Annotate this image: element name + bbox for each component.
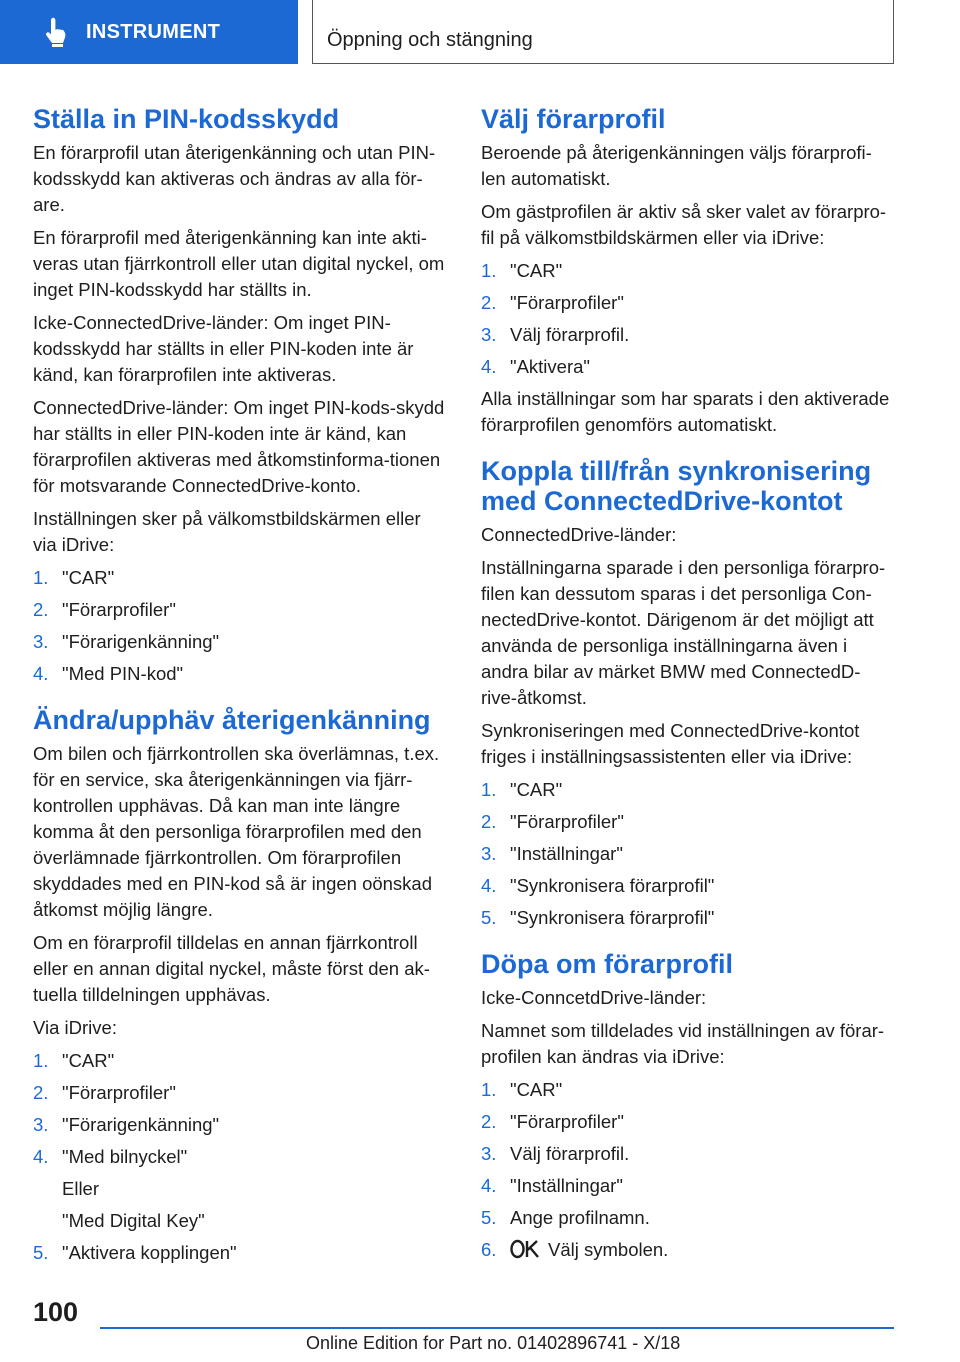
step-list — [481, 777, 896, 931]
list-item — [481, 1237, 896, 1263]
paragraph: Icke-ConnectedDrive-länder: Om inget PIN-kodsskydd har ställts in eller PIN-koden inte är känd, kan förarprofilen inte aktiveras. — [33, 312, 414, 385]
step-text: "Inställningar" — [510, 1175, 623, 1196]
list-item — [481, 777, 896, 803]
list-item — [481, 354, 896, 380]
heading-rename-profile: Döpa om förarprofil — [481, 949, 734, 979]
list-item — [481, 873, 896, 899]
step-number: 2. — [481, 292, 497, 313]
step-text: "Förarigenkänning" — [62, 631, 220, 652]
paragraph: Om bilen och fjärrkontrollen ska överlämnas, t.ex. för en service, ska återigenkänningen via fjärr-kontrollen upphävas. Då kan man inte längre komma åt den personliga förarprofilen med den överlämnade fjärrkontrollen. Om förarprofilen skyddades med en PIN-kod så är ingen oönskad åtkomst möjlig längre. — [33, 743, 440, 920]
step-text: "Förarigenkänning" — [62, 1114, 220, 1135]
ok-icon — [510, 1239, 540, 1259]
heading-pin-protection: Ställa in PIN-kodsskydd — [33, 104, 340, 134]
step-text: Välj symbolen. — [548, 1239, 669, 1260]
step-number: 4. — [481, 875, 497, 896]
step-number: 1. — [33, 1050, 49, 1071]
paragraph: Alla inställningar som har sparats i den aktiverade förarprofilen genomförs automatiskt. — [481, 388, 890, 435]
step-number: 1. — [481, 1079, 497, 1100]
footer-divider — [100, 1327, 894, 1329]
step-text: "Med bilnyckel" — [62, 1146, 188, 1167]
list-item — [481, 841, 896, 867]
step-text: "Förarprofiler" — [62, 599, 176, 620]
step-text: "Inställningar" — [510, 843, 623, 864]
heading-change-recognition: Ändra/upphäv återigenkänning — [33, 705, 431, 735]
paragraph: Inställningen sker på välkomstbildskärmen eller via iDrive: — [33, 508, 421, 555]
paragraph: Beroende på återigenkänningen väljs förarprofi-len automatiskt. — [481, 142, 872, 189]
section-title: Öppning och stängning — [327, 29, 533, 51]
list-item — [481, 905, 896, 931]
paragraph: ConnectedDrive-länder: — [481, 524, 677, 545]
paragraph: Icke-ConncetdDrive-länder: — [481, 987, 707, 1008]
list-item — [481, 1173, 896, 1199]
step-text: "Synkronisera förarprofil" — [510, 907, 715, 928]
step-number: 2. — [481, 1111, 497, 1132]
step-number: 5. — [481, 1207, 497, 1228]
step-text: "Förarprofiler" — [62, 1082, 176, 1103]
header-section — [312, 0, 894, 64]
step-text: "CAR" — [510, 260, 563, 281]
list-item — [33, 597, 448, 623]
list-item — [33, 1112, 448, 1138]
step-text: "Aktivera" — [510, 356, 590, 377]
step-number: 3. — [33, 1114, 49, 1135]
step-number: 3. — [33, 631, 49, 652]
step-number: 3. — [481, 324, 497, 345]
paragraph: Om en förarprofil tilldelas en annan fjärrkontroll eller en annan digital nyckel, måste först den ak-tuella tilldelningen upphävas. — [33, 932, 430, 1005]
list-item — [33, 629, 448, 655]
list-item — [481, 1077, 896, 1103]
page-number: 100 — [33, 1297, 79, 1327]
list-item — [481, 1109, 896, 1135]
step-number: 4. — [481, 356, 497, 377]
paragraph: Om gästprofilen är aktiv så sker valet av förarpro-fil på välkomstbildskärmen eller via iDrive: — [481, 201, 887, 248]
list-item — [33, 565, 448, 591]
paragraph: Inställningarna sparade i den personliga förarpro-filen kan dessutom sparas i det personliga Con-nectedDrive-kontot. Därigenom är det möjligt att använda de personliga inställningarna även i andra bilar av märket BMW med ConnectedD-rive-åtkomst. — [481, 557, 886, 708]
touch-hand-icon — [40, 17, 70, 47]
list-item — [33, 661, 448, 687]
step-list — [481, 1077, 896, 1263]
step-list — [33, 565, 448, 687]
paragraph: Via iDrive: — [33, 1017, 117, 1038]
step-number: 3. — [481, 1143, 497, 1164]
step-text: "Synkronisera förarprofil" — [510, 875, 715, 896]
heading-select-profile: Välj förarprofil — [481, 104, 666, 134]
step-number: 4. — [33, 1146, 49, 1167]
step-text: Välj förarprofil. — [510, 324, 630, 345]
list-item — [481, 290, 896, 316]
step-text: "Med PIN-kod" — [62, 663, 184, 684]
step-text: "CAR" — [510, 1079, 563, 1100]
list-item — [481, 1141, 896, 1167]
step-number: 4. — [481, 1175, 497, 1196]
footer-edition: Online Edition for Part no. 01402896741 - X/18 — [306, 1333, 681, 1353]
step-number: 3. — [481, 843, 497, 864]
step-alternative-label: Eller — [62, 1178, 100, 1199]
step-list — [33, 1048, 448, 1266]
step-text: "Aktivera kopplingen" — [62, 1242, 237, 1263]
heading-sync-account: Koppla till/från synkronisering med ConnectedDrive-kontot — [481, 456, 872, 516]
left-column — [33, 100, 448, 1272]
list-item — [481, 1205, 896, 1231]
list-item — [481, 322, 896, 348]
step-number: 1. — [481, 260, 497, 281]
right-column — [481, 100, 896, 1269]
step-text: "CAR" — [510, 779, 563, 800]
step-text: "Förarprofiler" — [510, 292, 624, 313]
list-item — [33, 1048, 448, 1074]
header-tab-label: INSTRUMENT — [86, 20, 221, 43]
paragraph: En förarprofil utan återigenkänning och utan PIN-kodsskydd kan aktiveras och ändras av alla för-are. — [33, 142, 436, 215]
paragraph: Namnet som tilldelades vid inställningen av förar-profilen kan ändras via iDrive: — [481, 1020, 885, 1067]
step-text: "Förarprofiler" — [510, 1111, 624, 1132]
step-number: 2. — [33, 1082, 49, 1103]
step-alternative-text: "Med Digital Key" — [62, 1210, 205, 1231]
step-number: 1. — [481, 779, 497, 800]
step-text: "Förarprofiler" — [510, 811, 624, 832]
step-number: 6. — [481, 1239, 497, 1260]
list-item — [481, 258, 896, 284]
list-item — [33, 1080, 448, 1106]
step-number: 4. — [33, 663, 49, 684]
step-text: Välj förarprofil. — [510, 1143, 630, 1164]
paragraph: ConnectedDrive-länder: Om inget PIN-kods-skydd har ställts in eller PIN-koden inte är känd, kan förarprofilen aktiveras med åtkomstinforma-tionen för motsvarande ConnectedDrive-konto. — [33, 397, 445, 496]
step-number: 2. — [33, 599, 49, 620]
step-text: "CAR" — [62, 1050, 115, 1071]
step-number: 5. — [33, 1242, 49, 1263]
list-item — [33, 1240, 448, 1266]
step-number: 2. — [481, 811, 497, 832]
list-item — [33, 1144, 448, 1234]
list-item — [481, 809, 896, 835]
paragraph: En förarprofil med återigenkänning kan inte akti-veras utan fjärrkontroll eller utan digital nyckel, om inget PIN-kodsskydd har ställts in. — [33, 227, 445, 300]
step-text: Ange profilnamn. — [510, 1207, 650, 1228]
step-text: "CAR" — [62, 567, 115, 588]
paragraph: Synkroniseringen med ConnectedDrive-kontot friges i inställningsassistenten eller via iDrive: — [481, 720, 860, 767]
step-number: 5. — [481, 907, 497, 928]
step-list — [481, 258, 896, 380]
step-number: 1. — [33, 567, 49, 588]
header-tab — [0, 0, 298, 64]
